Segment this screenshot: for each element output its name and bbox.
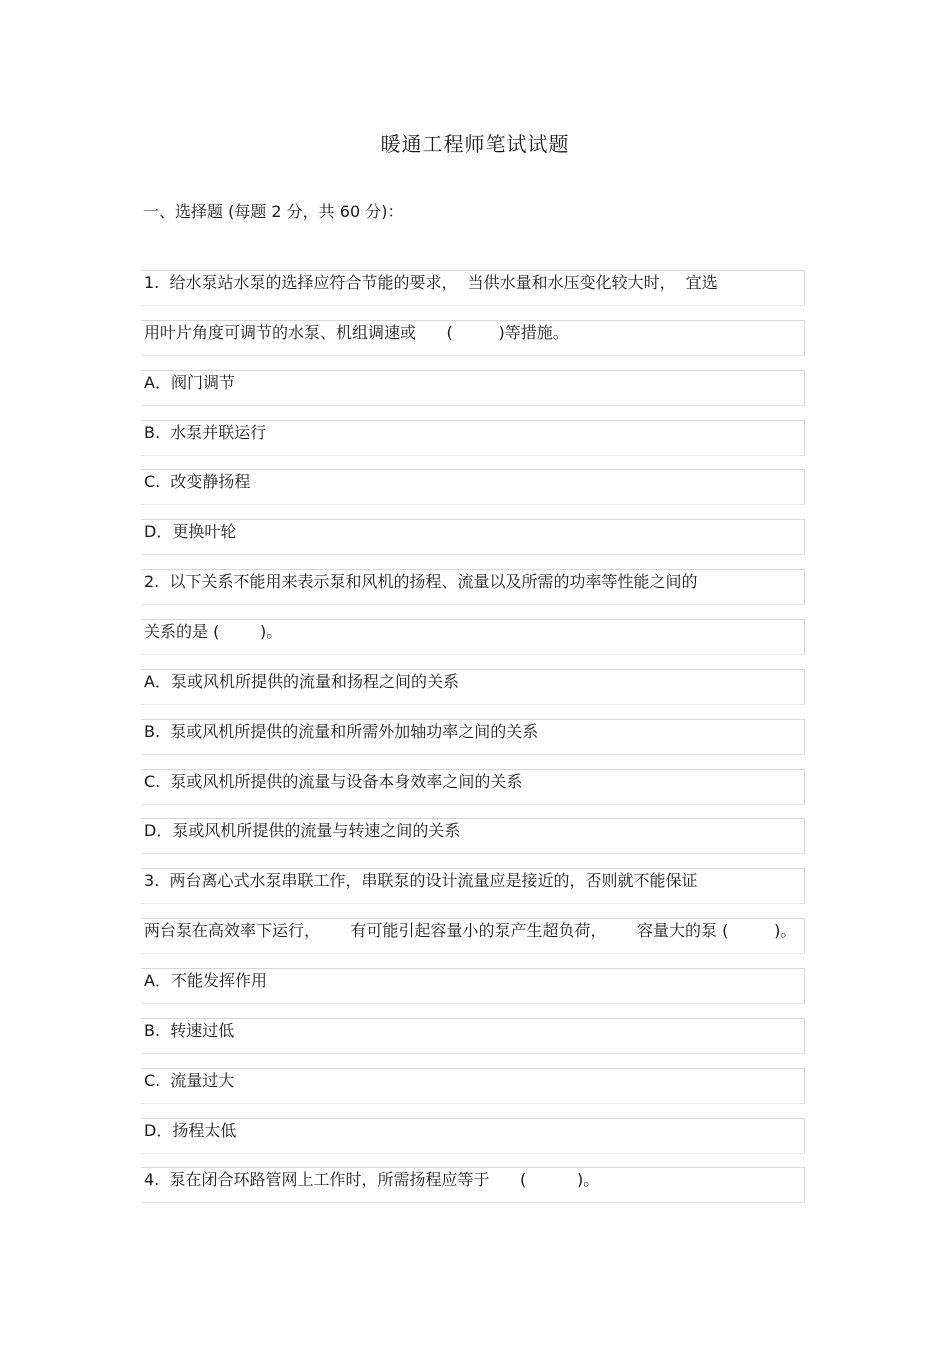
question-1-option-a: A．阀门调节 [141, 370, 805, 406]
document-title: 暖通工程师笔试试题 [380, 132, 570, 156]
question-2-option-c: C. 泵或风机所提供的流量与设备本身效率之间的关系 [141, 769, 805, 805]
question-3-option-b: B. 转速过低 [141, 1018, 805, 1054]
question-4-line-1: 4. 泵在闭合环路管网上工作时，所需扬程应等于 ( )。 [141, 1167, 805, 1203]
question-1-option-c: C. 改变静扬程 [141, 469, 805, 505]
section-heading: 一、选择题 (每题 2 分，共 60 分)： [143, 202, 404, 221]
question-1-option-d: D．更换叶轮 [141, 519, 805, 555]
question-3-option-c: C. 流量过大 [141, 1068, 805, 1104]
question-3-option-a: A．不能发挥作用 [141, 968, 805, 1004]
question-2-option-b: B. 泵或风机所提供的流量和所需外加轴功率之间的关系 [141, 719, 805, 755]
question-2-line-1: 2. 以下关系不能用来表示泵和风机的扬程、流量以及所需的功率等性能之间的 [141, 569, 805, 605]
question-2-option-a: A．泵或风机所提供的流量和扬程之间的关系 [141, 669, 805, 705]
question-3-option-d: D．扬程太低 [141, 1118, 805, 1154]
question-1-line-2: 用叶片角度可调节的水泵、机组调速或 ( )等措施。 [141, 320, 805, 356]
question-2-option-d: D．泵或风机所提供的流量与转速之间的关系 [141, 818, 805, 854]
question-2-line-2: 关系的是 ( )。 [141, 619, 805, 655]
question-1-option-b: B. 水泵并联运行 [141, 420, 805, 456]
question-1-line-1: 1. 给水泵站水泵的选择应符合节能的要求， 当供水量和水压变化较大时， 宜选 [141, 270, 805, 306]
question-3-line-2: 两台泵在高效率下运行， 有可能引起容量小的泵产生超负荷， 容量大的泵 ( )。 [141, 918, 805, 954]
question-3-line-1: 3. 两台离心式水泵串联工作，串联泵的设计流量应是接近的，否则就不能保证 [141, 868, 805, 904]
